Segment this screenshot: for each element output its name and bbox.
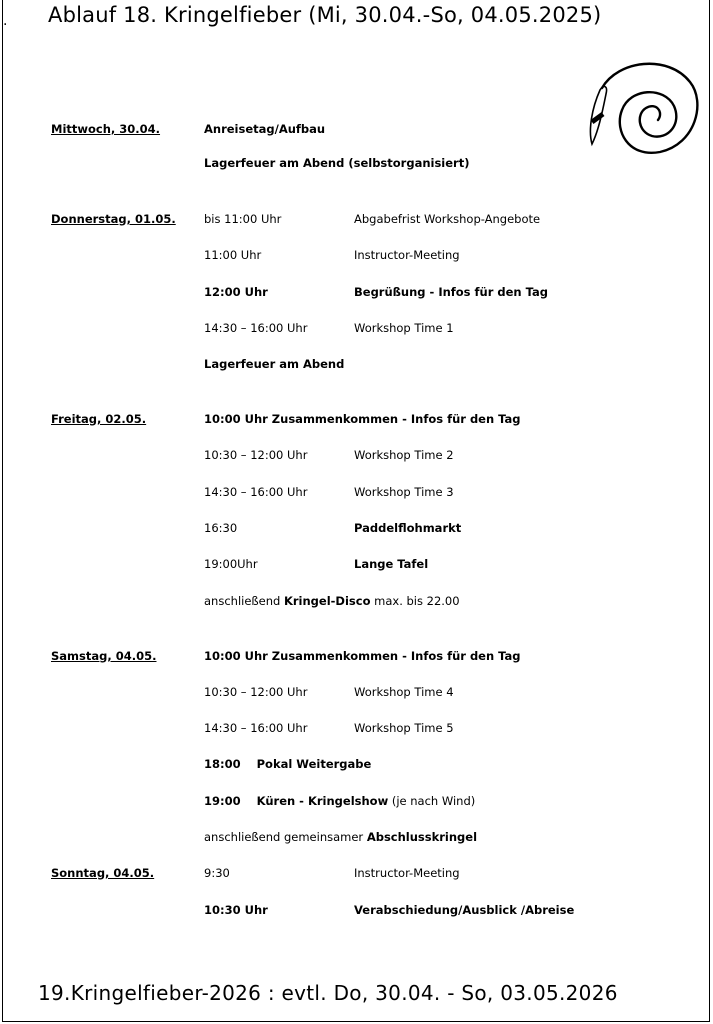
schedule-row	[204, 357, 693, 371]
schedule-row	[204, 866, 693, 880]
schedule-row	[204, 122, 693, 136]
schedule-row	[204, 685, 693, 699]
row-time: 14:30 – 16:00 Uhr	[204, 485, 308, 499]
row-part: max. bis 22.00	[370, 594, 460, 608]
schedule-row	[204, 412, 693, 426]
row-event: Verabschiedung/Ausblick /Abreise	[354, 903, 575, 917]
schedule-row	[204, 321, 693, 335]
row-time: 14:30 – 16:00 Uhr	[204, 321, 308, 335]
day-label-mittwoch: Mittwoch, 30.04.	[51, 122, 161, 136]
footer-note: 19.Kringelfieber-2026 : evtl. Do, 30.04. - So, 03.05.2026	[38, 981, 618, 1005]
schedule-row	[204, 757, 693, 771]
day-label-donnerstag: Donnerstag, 01.05.	[51, 212, 176, 226]
schedule-row	[204, 285, 693, 299]
row-time: 11:00 Uhr	[204, 248, 262, 262]
row-part: 18:00 Pokal Weitergabe	[204, 757, 372, 771]
row-event: Workshop Time 4	[354, 685, 454, 699]
row-time: 10:30 – 12:00 Uhr	[204, 448, 308, 462]
row-text: 10:00 Uhr Zusammenkommen - Infos für den Tag	[204, 649, 521, 663]
schedule-row	[204, 594, 693, 608]
schedule-row	[204, 649, 693, 663]
row-event: Lange Tafel	[354, 557, 429, 571]
row-part: 19:00 Küren - Kringelshow	[204, 794, 389, 808]
row-time: 14:30 – 16:00 Uhr	[204, 721, 308, 735]
row-text: 10:00 Uhr Zusammenkommen - Infos für den Tag	[204, 412, 521, 426]
schedule-row	[204, 485, 693, 499]
row-time: 9:30	[204, 866, 230, 880]
day-label-sonntag: Sonntag, 04.05.	[51, 866, 155, 880]
row-time: 16:30	[204, 521, 238, 535]
row-time: 10:30 Uhr	[204, 903, 268, 917]
row-time: 10:30 – 12:00 Uhr	[204, 685, 308, 699]
schedule-row	[204, 156, 693, 170]
row-part: Abschlusskringel	[366, 830, 478, 844]
row-part: Kringel-Disco	[283, 594, 371, 608]
row-text: Lagerfeuer am Abend	[204, 357, 345, 371]
schedule-row	[204, 903, 693, 917]
schedule-row	[204, 830, 693, 844]
day-label-samstag: Samstag, 04.05.	[51, 649, 157, 663]
row-event: Workshop Time 1	[354, 321, 454, 335]
schedule-row	[204, 448, 693, 462]
row-event: Workshop Time 2	[354, 448, 454, 462]
schedule-row	[204, 794, 693, 808]
day-label-freitag: Freitag, 02.05.	[51, 412, 147, 426]
row-event: Abgabefrist Workshop-Angebote	[354, 212, 541, 226]
row-part: (je nach Wind)	[388, 794, 476, 808]
page-title: Ablauf 18. Kringelfieber (Mi, 30.04.-So, 04.05.2025)	[48, 3, 602, 27]
row-text: Anreisetag/Aufbau	[204, 122, 326, 136]
schedule-row	[204, 248, 693, 262]
row-event: Workshop Time 3	[354, 485, 454, 499]
schedule-row	[204, 557, 693, 571]
row-event: Workshop Time 5	[354, 721, 454, 735]
row-part: anschließend gemeinsamer	[204, 830, 367, 844]
row-time: 12:00 Uhr	[204, 285, 268, 299]
row-event: Instructor-Meeting	[354, 248, 460, 262]
schedule-row	[204, 521, 693, 535]
row-event: Paddelflohmarkt	[354, 521, 462, 535]
schedule-row	[204, 721, 693, 735]
schedule-row	[204, 212, 693, 226]
row-part: anschließend	[204, 594, 284, 608]
row-time: bis 11:00 Uhr	[204, 212, 282, 226]
row-text: Lagerfeuer am Abend (selbstorganisiert)	[204, 156, 470, 170]
row-event: Begrüßung - Infos für den Tag	[354, 285, 548, 299]
corner-mark: .	[3, 13, 8, 29]
row-event: Instructor-Meeting	[354, 866, 460, 880]
row-time: 19:00Uhr	[204, 557, 258, 571]
